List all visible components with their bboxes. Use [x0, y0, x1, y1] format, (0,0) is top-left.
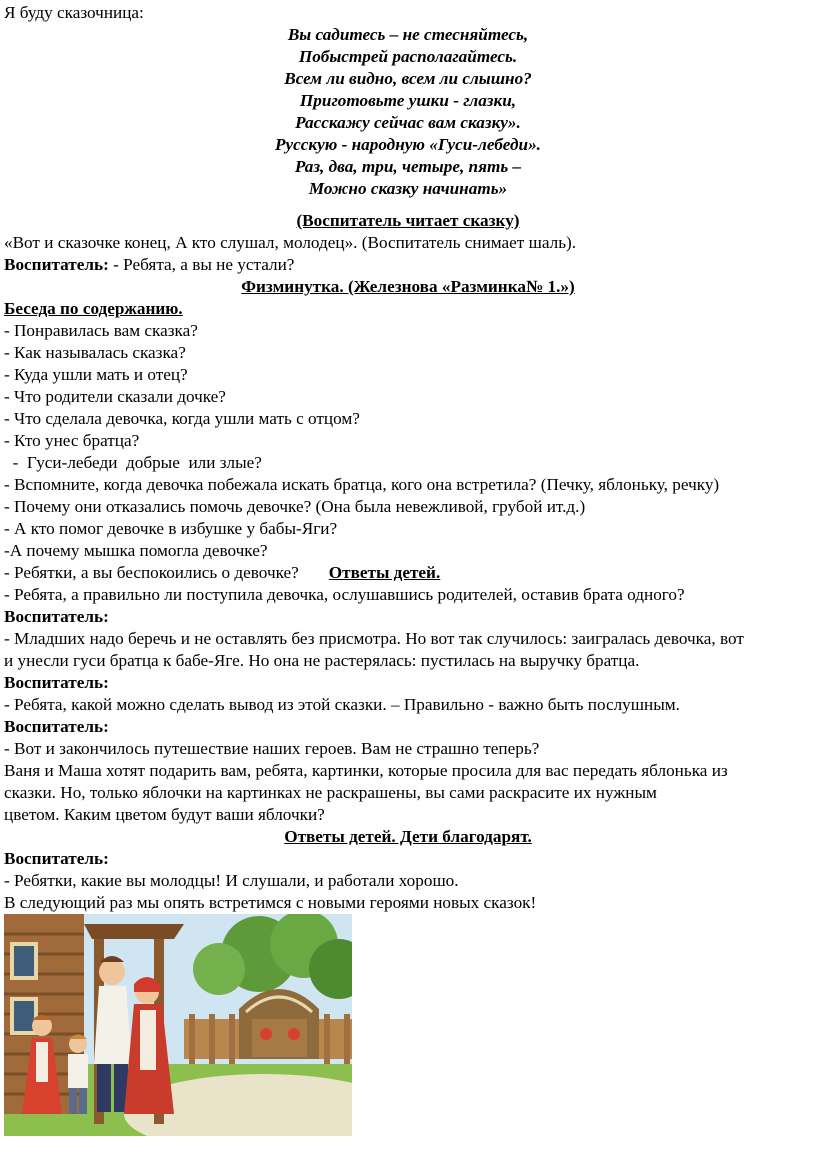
poem-line: Приготовьте ушки - глазки,	[299, 91, 517, 110]
tired-question: - Ребята, а вы не устали?	[108, 255, 295, 274]
teacher-label: Воспитатель:	[4, 607, 109, 626]
poem-line: Русскую - народную «Гуси-лебеди».	[275, 135, 541, 154]
question-item: - Куда ушли мать и отец?	[4, 365, 188, 384]
paragraph-line: и унесли гуси братца к бабе-Яге. Но она не растерялась: пустилась на выручку братца.	[4, 651, 640, 670]
paragraph-line: Ваня и Маша хотят подарить вам, ребята, картинки, которые просила для вас передать яблонька из	[4, 761, 728, 780]
question-item: - Понравилась вам сказка?	[4, 321, 198, 340]
question-item: - Вспомните, когда девочка побежала искать братца, кого она встретила? (Печку, яблоньку, речку)	[4, 475, 720, 494]
reading-note: (Воспитатель читает сказку)	[296, 211, 520, 230]
paragraph-line: - Ребятки, какие вы молодцы! И слушали, и работали хорошо.	[4, 871, 459, 890]
poem-line: Можно сказку начинать»	[308, 179, 508, 198]
paragraph-line: - Вот и закончилось путешествие наших героев. Вам не страшно теперь?	[4, 739, 540, 758]
paragraph-line: - Младших надо беречь и не оставлять без присмотра. Но вот так случилось: заигралась девочка, вот	[4, 629, 744, 648]
fizminutka-heading: Физминутка. (Железнова «Разминка№ 1.»)	[241, 277, 575, 296]
question-item: - Почему они отказались помочь девочке? (Она была невежливой, грубой ит.д.)	[4, 497, 586, 516]
end-line: «Вот и сказочке конец, А кто слушал, молодец». (Воспитатель снимает шаль).	[4, 233, 577, 252]
intro-text: Я буду сказочница:	[4, 3, 144, 22]
worry-question: - Ребятки, а вы беспокоились о девочке?	[4, 563, 299, 582]
question-item: - Гуси-лебеди добрые или злые?	[4, 453, 262, 472]
paragraph-line: - Ребята, какой можно сделать вывод из этой сказки. – Правильно - важно быть послушным.	[4, 695, 680, 714]
poem-line: Всем ли видно, всем ли слышно?	[284, 69, 532, 88]
paragraph-line: сказки. Но, только яблочки на картинках не раскрашены, вы сами раскрасите их нужным	[4, 783, 657, 802]
fairytale-illustration	[4, 914, 352, 1136]
question-item: - Что родители сказали дочке?	[4, 387, 226, 406]
question-item: - Кто унес братца?	[4, 431, 140, 450]
worry-line	[4, 562, 440, 584]
question-item: - А кто помог девочке в избушке у бабы-Яги?	[4, 519, 338, 538]
poem-line: Расскажу сейчас вам сказку».	[295, 113, 521, 132]
poem-line: Побыстрей располагайтесь.	[298, 47, 518, 66]
poem-line: Раз, два, три, четыре, пять –	[294, 157, 522, 176]
teacher-label: Воспитатель:	[4, 717, 109, 736]
teacher-label: Воспитатель:	[4, 849, 109, 868]
paragraph-line: В следующий раз мы опять встретимся с новыми героями новых сказок!	[4, 893, 537, 912]
teacher-label: Воспитатель:	[4, 673, 109, 692]
question-item: - Как называлась сказка?	[4, 343, 186, 362]
children-answers: Ответы детей.	[328, 563, 441, 582]
question-item: -А почему мышка помогла девочке?	[4, 541, 268, 560]
conversation-heading: Беседа по содержанию.	[4, 299, 183, 318]
teacher-label: Воспитатель:	[4, 255, 109, 274]
poem-line: Вы садитесь – не стесняйтесь,	[287, 25, 529, 44]
question-item: - Что сделала девочка, когда ушли мать с отцом?	[4, 409, 360, 428]
teacher-question-line	[4, 254, 294, 276]
paragraph-line: цветом. Каким цветом будут ваши яблочки?	[4, 805, 325, 824]
thanks-heading: Ответы детей. Дети благодарят.	[284, 827, 532, 846]
right-question: - Ребята, а правильно ли поступила девочка, ослушавшись родителей, оставив брата одного?	[4, 585, 685, 604]
